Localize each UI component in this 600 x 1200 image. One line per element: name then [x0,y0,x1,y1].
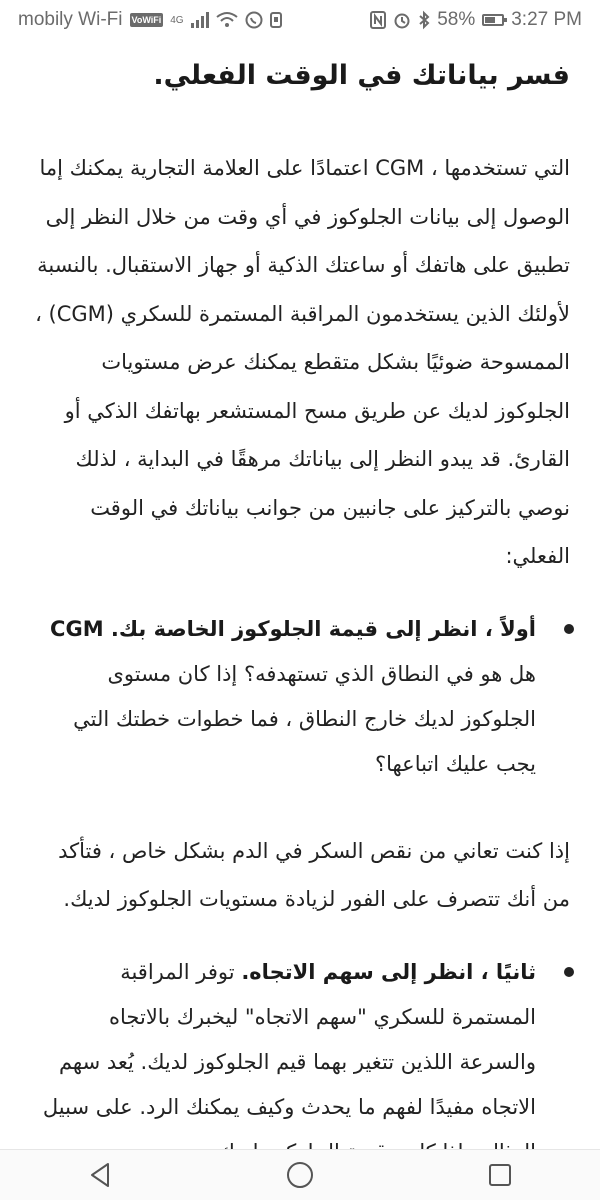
network-type: 4G [170,15,184,26]
status-right [370,9,582,31]
lock-icon [270,11,282,29]
article-heading: فسر بياناتك في الوقت الفعلي. [153,60,570,91]
clock: 3:27 PM [511,9,582,30]
battery-percent: 58% [437,9,476,30]
bullet-dot [564,624,574,634]
nfc-icon [370,11,386,29]
bullet-1-bold: أولاً ، انظر إلى قيمة الجلوكوز الخاصة بك. CGM [50,616,536,641]
home-icon [286,1161,314,1189]
alarm-icon [393,11,411,29]
status-left [18,9,282,31]
whatsapp-icon [245,11,263,29]
article-content[interactable] [0,40,600,1150]
article-paragraph-1: التي تستخدمها ، CGM اعتمادًا على العلامة التجارية يمكنك إما الوصول إلى بيانات الجلوكوز في أي وقت من خلال النظر إلى تطبيق على هاتفك أو ساعتك الذكية أو جهاز الاستقبال. بالنسبة لأولئك الذين يستخدمون المراقبة المستمرة للسكري (CGM) ، الممسوحة ضوئيًا بشكل متقطع يمكنك عرض مستويات الجلوكوز لديك عن طريق مسح المستشعر بهاتفك الذكي أو القارئ. قد يبدو النظر إلى بياناتك مرهقًا في البداية ، لذلك نوصي بالتركيز على جانبين من جوانب بياناتك في الوقت الفعلي: [35,156,570,568]
back-button[interactable] [80,1155,120,1195]
article-paragraph-2: إذا كنت تعاني من نقص السكر في الدم بشكل خاص ، فتأكد من أنك تتصرف على الفور لزيادة مستويات الجلوكوز لديك. [58,838,570,911]
bullet-list-1 [0,607,600,787]
recents-icon [488,1163,512,1187]
navigation-bar [0,1149,600,1200]
bullet-item-glucose-value [30,607,536,787]
bullet-dot [564,967,574,977]
vowifi-badge: VoWiFi [131,15,162,25]
bullet-list-2 [0,950,600,1175]
signal-icon [191,12,209,28]
back-icon [88,1162,112,1188]
bullet-item-trend-arrow [30,950,536,1175]
wifi-icon [216,12,238,28]
recents-button[interactable] [480,1155,520,1195]
status-bar [0,0,600,40]
bullet-2-bold: ثانيًا ، انظر إلى سهم الاتجاه. [241,959,536,984]
battery-icon [482,14,504,26]
bullet-1-text: هل هو في النطاق الذي تستهدفه؟ إذا كان مستوى الجلوكوز لديك خارج النطاق ، فما خطوات خطتك التي يجب عليك اتباعها؟ [73,661,536,776]
carrier-label: mobily Wi-Fi [18,9,123,30]
bullet-2-text: توفر المراقبة المستمرة للسكري "سهم الاتجاه" ليخبرك بالاتجاه والسرعة اللذين تتغير بهما قيم الجلوكوز لديك. يُعد سهم الاتجاه مفيدًا لفهم ما يحدث وكيف يمكنك الرد. على سبيل [42,959,536,1119]
bluetooth-icon [418,11,430,29]
home-button[interactable] [280,1155,320,1195]
